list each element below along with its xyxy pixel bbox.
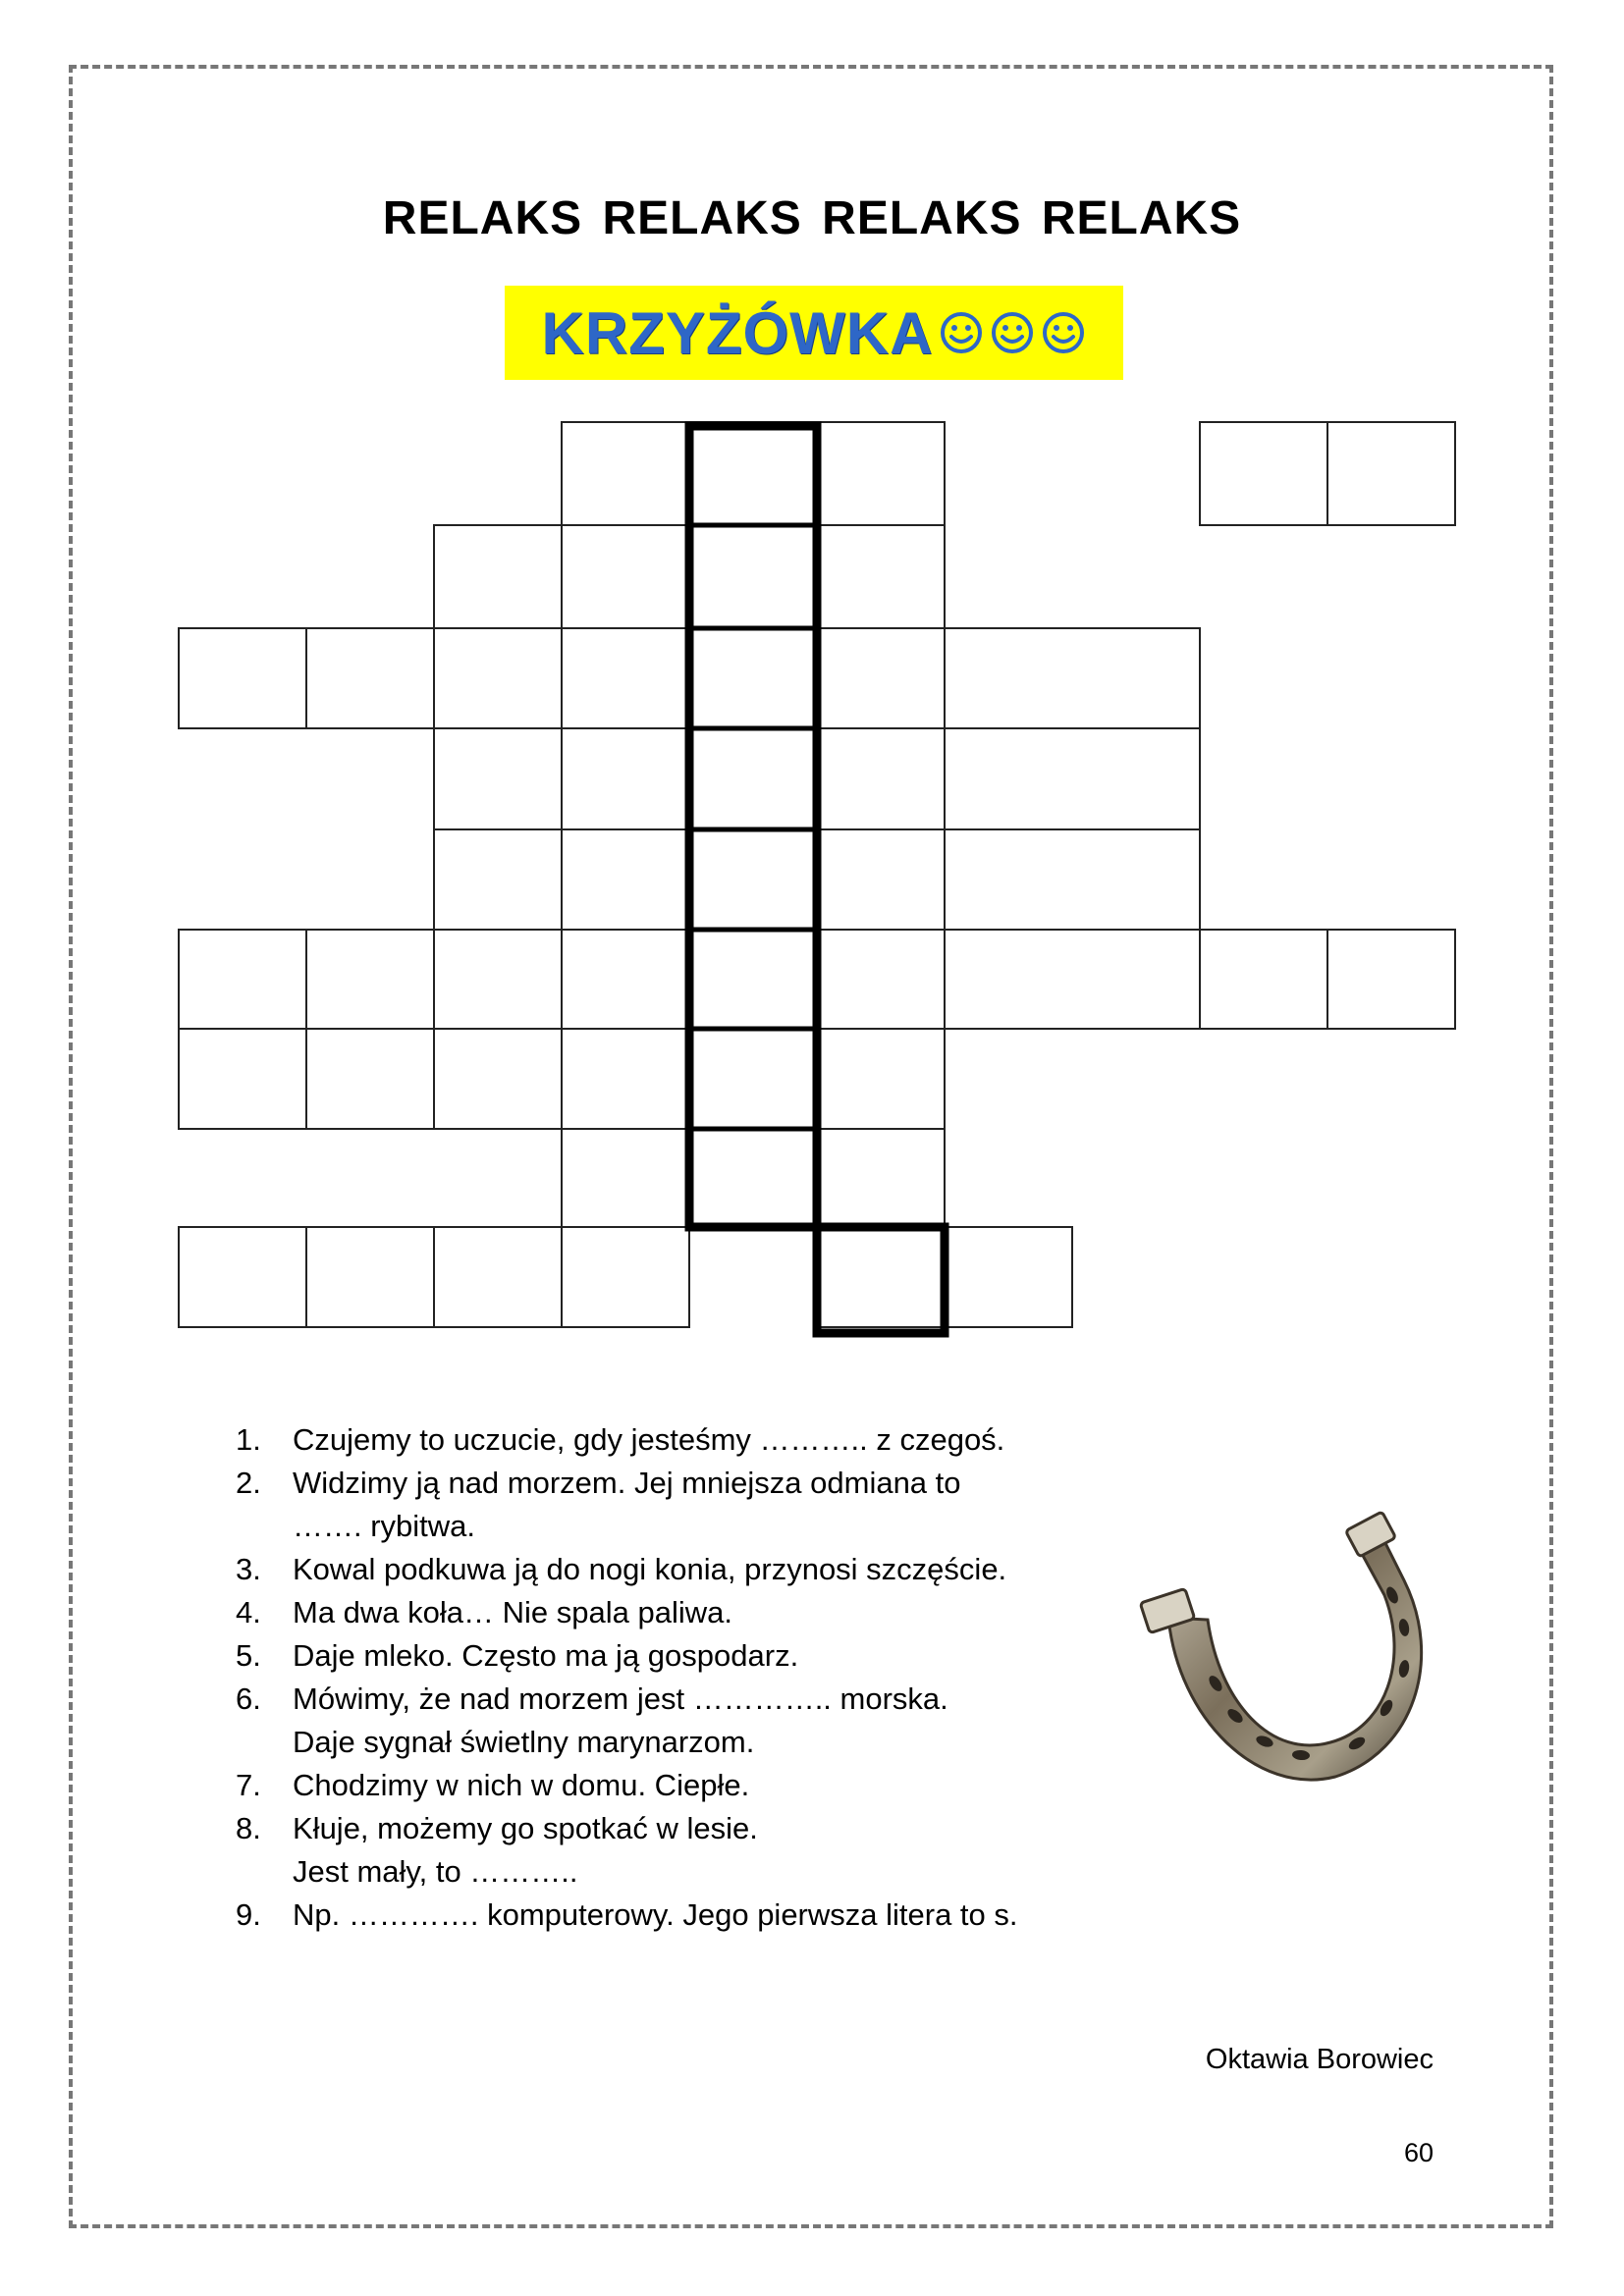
crossword-cell[interactable] (817, 1029, 945, 1129)
clue-number: 7. (236, 1768, 261, 1802)
crossword-cell[interactable] (689, 930, 817, 1029)
crossword-cell[interactable] (817, 829, 945, 930)
crossword-cell[interactable] (306, 1227, 434, 1327)
clue-item (236, 1764, 1018, 1807)
clue-text: Czujemy to uczucie, gdy jesteśmy ……….. z czegoś. (293, 1422, 1005, 1457)
clue-number (236, 1721, 293, 1764)
author-name: Oktawia Borowiec (1205, 2044, 1434, 2075)
clue-number: 1. (236, 1422, 261, 1457)
clue-text: Daje mleko. Często ma ją gospodarz. (293, 1638, 799, 1673)
crossword-cell[interactable] (306, 1029, 434, 1129)
crossword-cell[interactable] (1200, 930, 1327, 1029)
crossword-cell[interactable] (945, 628, 1200, 728)
crossword-cell[interactable] (945, 728, 1200, 829)
crossword-cell[interactable] (179, 628, 306, 728)
crossword-cell[interactable] (179, 930, 306, 1029)
clue-text: Kłuje, możemy go spotkać w lesie. (293, 1811, 758, 1845)
crossword-cell[interactable] (1327, 422, 1455, 525)
crossword-cell[interactable] (817, 422, 945, 525)
crossword-cell[interactable] (1327, 930, 1455, 1029)
clue-number: 3. (236, 1552, 261, 1586)
crossword-cell[interactable] (562, 728, 689, 829)
page-heading: RELAKS RELAKS RELAKS RELAKS (382, 192, 1242, 244)
crossword-cell[interactable] (1200, 422, 1327, 525)
crossword-cell[interactable] (689, 628, 817, 728)
clue-text: Widzimy ją nad morzem. Jej mniejsza odmiana to (293, 1466, 961, 1500)
clue-text: Chodzimy w nich w domu. Ciepłe. (293, 1768, 750, 1802)
crossword-cell[interactable] (434, 1029, 562, 1129)
clue-text: Daje sygnał świetlny marynarzom. (293, 1725, 755, 1759)
clue-number (236, 1850, 293, 1894)
crossword-cell[interactable] (434, 1227, 562, 1327)
crossword-cell[interactable] (817, 930, 945, 1029)
clue-text: ……. rybitwa. (293, 1509, 476, 1543)
horseshoe-icon (1129, 1502, 1453, 1826)
crossword-cell[interactable] (817, 1129, 945, 1227)
crossword-cell[interactable] (945, 930, 1200, 1029)
clue-text: Mówimy, że nad morzem jest ………….. morska. (293, 1682, 948, 1716)
crossword-cell[interactable] (306, 930, 434, 1029)
clue-item (236, 1462, 1018, 1505)
crossword-cell[interactable] (689, 422, 817, 525)
clue-text: Kowal podkuwa ją do nogi konia, przynosi szczęście. (293, 1552, 1007, 1586)
crossword-cell[interactable] (562, 422, 689, 525)
clue-item (236, 1721, 1018, 1764)
clue-number: 8. (236, 1811, 261, 1845)
clue-text: Np. …………. komputerowy. Jego pierwsza litera to s. (293, 1897, 1018, 1932)
crossword-cell[interactable] (817, 525, 945, 628)
clue-list (236, 1418, 1018, 1937)
clue-item (236, 1678, 1018, 1721)
clue-number: 2. (236, 1466, 261, 1500)
crossword-cell[interactable] (817, 628, 945, 728)
crossword-cell[interactable] (945, 829, 1200, 930)
crossword-cell[interactable] (562, 1129, 689, 1227)
clue-text: Ma dwa koła… Nie spala paliwa. (293, 1595, 732, 1629)
crossword-cell[interactable] (689, 1129, 817, 1227)
crossword-cell[interactable] (562, 525, 689, 628)
crossword-cell[interactable] (179, 1227, 306, 1327)
clue-number (236, 1505, 293, 1548)
clue-number: 5. (236, 1638, 261, 1673)
clue-item (236, 1850, 1018, 1894)
crossword-cell[interactable] (562, 1227, 689, 1327)
page-number: 60 (1403, 2138, 1434, 2167)
clue-text: Jest mały, to ……….. (293, 1854, 578, 1889)
crossword-cell[interactable] (562, 829, 689, 930)
crossword-cell[interactable] (306, 628, 434, 728)
crossword-cell[interactable] (562, 1029, 689, 1129)
clue-item (236, 1807, 1018, 1850)
crossword-cell[interactable] (689, 1029, 817, 1129)
clue-item (236, 1634, 1018, 1678)
crossword-cell[interactable] (817, 1227, 945, 1327)
crossword-cell[interactable] (434, 628, 562, 728)
clue-number: 9. (236, 1897, 261, 1932)
crossword-cell[interactable] (689, 525, 817, 628)
clue-item (236, 1548, 1018, 1591)
crossword-cell[interactable] (562, 930, 689, 1029)
crossword-cell[interactable] (179, 1029, 306, 1129)
crossword-cell[interactable] (562, 628, 689, 728)
banner-title: KRZYŻÓWKA (541, 299, 934, 366)
clue-item (236, 1418, 1018, 1462)
crossword-cell[interactable] (434, 525, 562, 628)
clue-item (236, 1591, 1018, 1634)
crossword-cell[interactable] (434, 829, 562, 930)
clue-item (236, 1505, 1018, 1548)
clue-item (236, 1894, 1018, 1937)
crossword-cell[interactable] (689, 829, 817, 930)
crossword-cell[interactable] (689, 728, 817, 829)
clue-number: 6. (236, 1682, 261, 1716)
crossword-cell[interactable] (945, 1227, 1072, 1327)
crossword-cell[interactable] (434, 930, 562, 1029)
crossword-cell[interactable] (817, 728, 945, 829)
clue-number: 4. (236, 1595, 261, 1629)
crossword-cell[interactable] (434, 728, 562, 829)
